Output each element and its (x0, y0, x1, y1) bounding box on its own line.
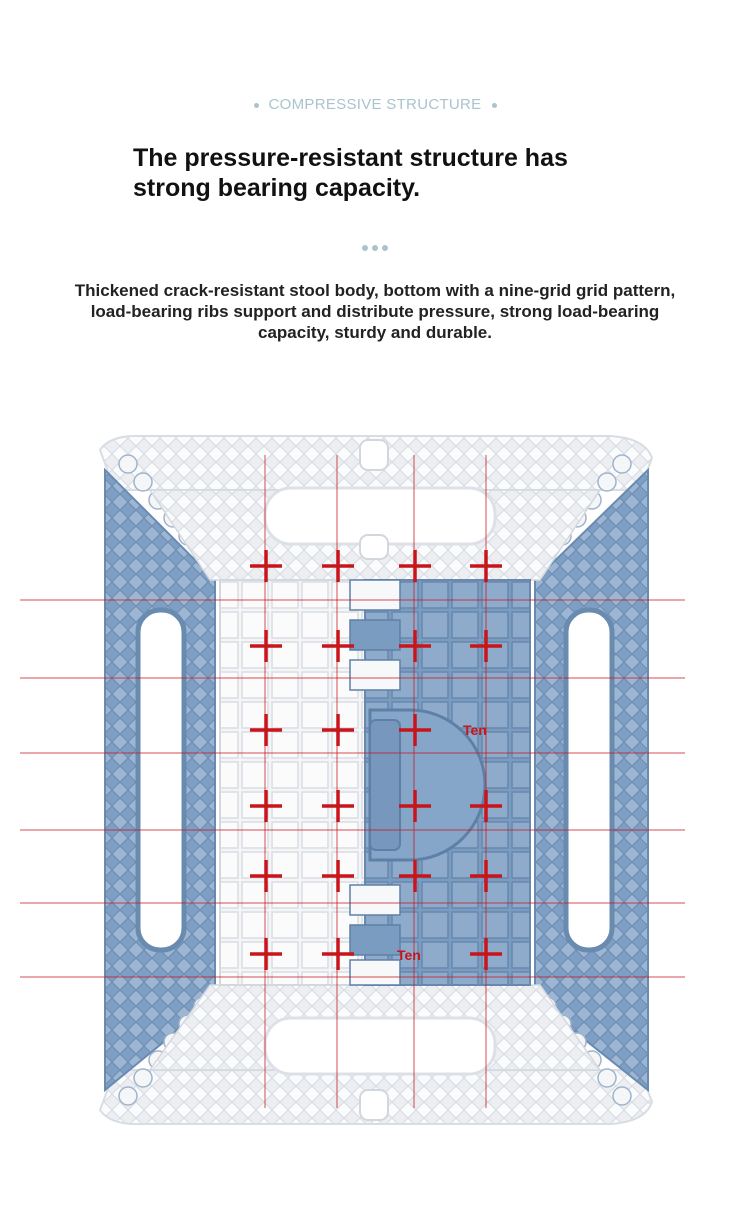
left-handle-slot (138, 610, 184, 950)
white-grid-panel (220, 580, 365, 985)
stool-illustration (0, 430, 750, 1130)
bullet-dot-icon (492, 103, 497, 108)
dot-icon (362, 245, 368, 251)
dot-icon (372, 245, 378, 251)
stool-bottom-figure (0, 430, 750, 1130)
marker-label: Ten (397, 947, 421, 963)
divider-dots (0, 238, 750, 256)
eyebrow-label: COMPRESSIVE STRUCTURE (268, 96, 482, 113)
headline: The pressure-resistant structure has strong bearing capacity. (133, 144, 568, 202)
bottom-grip-hole (265, 1018, 495, 1074)
description: Thickened crack-resistant stool body, bottom with a nine-grid grid pattern, load-bearing ribs support and distribute pressure, strong load-bearing capacity, sturdy and durable. (74, 281, 676, 342)
section-eyebrow (0, 96, 750, 113)
bullet-dot-icon (254, 103, 259, 108)
marker-label: Ten (463, 722, 487, 738)
right-handle-slot (566, 610, 612, 950)
dot-icon (382, 245, 388, 251)
